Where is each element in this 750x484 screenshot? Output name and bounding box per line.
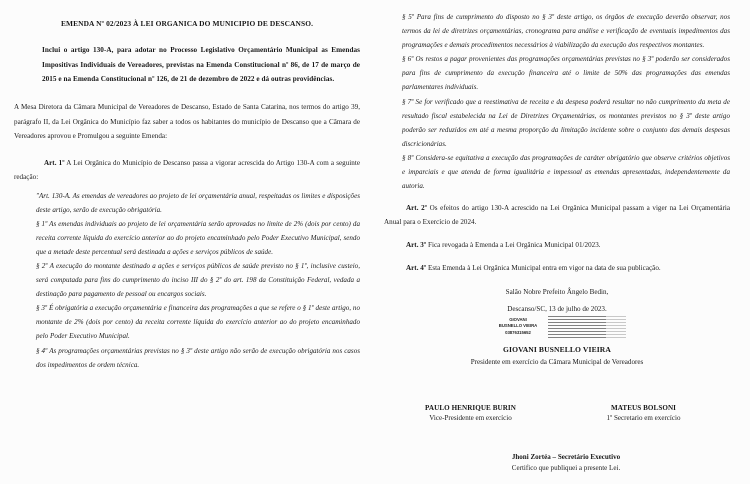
cosigner-name: MATEUS BOLSONI — [610, 404, 677, 413]
quoted-paragraph-8: § 8º Considera-se equitativa a execução das programações de caráter obrigatório que observe critérios objetivos e imparciais e que atenda de forma igualitária e impessoal as emendas apresentadas, independentemente da autoria. — [402, 153, 730, 191]
cosigner-signatures — [384, 404, 730, 422]
cosigner-first-secretary — [564, 404, 723, 422]
cosigner-role: 1º Secretario em exercício — [606, 413, 681, 422]
signature-place: Salão Nobre Prefeito Ângelo Bedin, — [505, 287, 609, 296]
executive-secretary-name: Jhoni Zortéa – Secretário Executivo — [511, 452, 621, 461]
stamp-certificate-detail-icon — [548, 316, 626, 340]
cosigner-role: Vice-Presidente em exercício — [429, 413, 512, 422]
left-column — [6, 10, 364, 372]
ementa-summary: Inclui o artigo 130-A, para adotar no Processo Legislativo Orçamentário Municipal as Emendas Impositivas Individuais de Vereadores, previstas na Emenda Constitucional nº 86, de 17 de março de 2015 e na Emenda Constitucional nº 126, de 21 de dezembro de 2022 e dá outras providências. — [42, 46, 360, 83]
publication-certification: Certifico que publiquei a presente Lei. — [511, 464, 621, 473]
quoted-paragraph-3: § 3º É obrigatória a execução orçamentária e financeira das programações a que se refere o § 1º deste artigo, no montante de 2% (dois por cento) da receita corrente líquida do exercício anterior ao do projeto encaminhado pelo Poder Executivo Municipal. — [36, 304, 360, 341]
document-title: EMENDA Nº 02/2023 À LEI ORGANICA DO MUNICIPIO DE DESCANSO. — [60, 19, 314, 28]
signature-block — [384, 287, 730, 369]
quoted-paragraph-caput: "Art. 130-A. As emendas de vereadores ao projeto de lei orçamentária anual, respeitadas os limites e disposições deste artigo, serão de execução obrigatória. — [36, 191, 360, 214]
article-4 — [384, 262, 730, 276]
article-1 — [14, 157, 360, 185]
article-4-text: Esta Emenda à Lei Orgânica Municipal entra em vigor na data de sua publicação. — [426, 263, 661, 272]
cosigner-vice-president — [391, 404, 550, 422]
stamp-name-line-1: GIOVANI — [509, 316, 527, 322]
stamp-cpf: 03876315652 — [505, 329, 531, 335]
quoted-paragraph-5: § 5º Para fins de cumprimento do disposto no § 3º deste artigo, os órgãos de execução deverão observar, nos termos da lei de diretrizes orçamentárias, cronograma para análise e verificação de eventuais impedimentos das programações e demais procedimentos necessários à viabilização da execução dos respectivos montantes. — [402, 13, 730, 50]
quoted-article-130a-continued — [384, 10, 730, 193]
signature-date: Descanso/SC, 13 de julho de 2023. — [507, 304, 607, 313]
president-name: GIOVANI BUSNELLO VIEIRA — [503, 345, 611, 355]
article-3 — [384, 239, 730, 253]
right-column — [378, 10, 736, 475]
two-column-layout — [6, 10, 744, 484]
quoted-paragraph-1: § 1º As emendas individuais ao projeto de lei orçamentária serão aprovadas no limite de 2% (dois por cento) da receita corrente líquida do exercício anterior ao do projeto encaminhado pelo Poder Executivo Municipal, sendo que a metade deste percentual será destinada a ações e serviços públicos de saúde. — [36, 219, 360, 256]
article-2-label: Art. 2º — [406, 204, 428, 213]
article-1-label: Art. 1º — [44, 158, 65, 167]
article-1-text: A Lei Orgânica do Município de Descanso passa a vigorar acrescida do Artigo 130-A com a seguinte redação: — [14, 158, 360, 181]
stamp-name-line-2: BUSNELLO VIEIRA — [498, 323, 538, 329]
cosigner-name: PAULO HENRIQUE BURIN — [425, 404, 516, 413]
quoted-paragraph-2: § 2º A execução do montante destinado a ações e serviços públicos de saúde previsto no § 1º, inclusive custeio, será computada para fins do cumprimento do inciso III do § 2º do art. 198 da Constituição Federal, vedada a destinação para pagamento de pessoal ou encargos sociais. — [36, 262, 360, 299]
quoted-paragraph-7: § 7º Se for verificado que a reestimativa de receita e da despesa poderá resultar no não cumprimento da meta de resultado fiscal estabelecida na Lei de Diretrizes Orçamentárias, os montantes previstos no § 3º deste artigo poderão ser reduzidos em até a mesma proporção da limitação incidente sobre o conjunto das demais despesas discricionárias. — [402, 97, 730, 148]
stamp-signer-info — [490, 317, 546, 337]
executive-secretary-block — [384, 452, 730, 475]
article-2 — [384, 202, 730, 230]
preamble-paragraph: A Mesa Diretora da Câmara Municipal de Vereadores de Descanso, Estado de Santa Catarina, nos termos do artigo 39, parágrafo II, da Lei Orgânica do Município faz saber a todos os habitantes do município de Descanso que a Câmara de Vereadores aprovou e Promulgou a seguinte Emenda: — [14, 103, 360, 140]
quoted-article-130a — [14, 189, 360, 372]
article-3-text: Fica revogada à Emenda a Lei Orgânica Municipal 01/2023. — [426, 240, 601, 249]
article-4-label: Art. 4º — [406, 263, 427, 272]
quoted-paragraph-4: § 4º As programações orçamentárias previstas no § 3º deste artigo não serão de execução obrigatória nos casos dos impedimentos de ordem técnica. — [36, 346, 360, 369]
article-3-label: Art. 3º — [406, 240, 427, 249]
digital-signature-stamp — [482, 316, 632, 342]
president-role: Presidente em exercício da Câmara Municipal de Vereadores — [470, 358, 644, 367]
article-2-text: Os efeitos do artigo 130-A acrescido na Lei Orgânica Municipal passam a viger na Lei Orçamentária Anual para o Exercício de 2024. — [384, 204, 730, 227]
quoted-paragraph-6: § 6º Os restos a pagar provenientes das programações orçamentárias previstas no § 3º poderão ser considerados para fins de cumprimento da execução financeira até o limite de 50% das programações das emendas parlamentares individuais. — [402, 55, 730, 92]
